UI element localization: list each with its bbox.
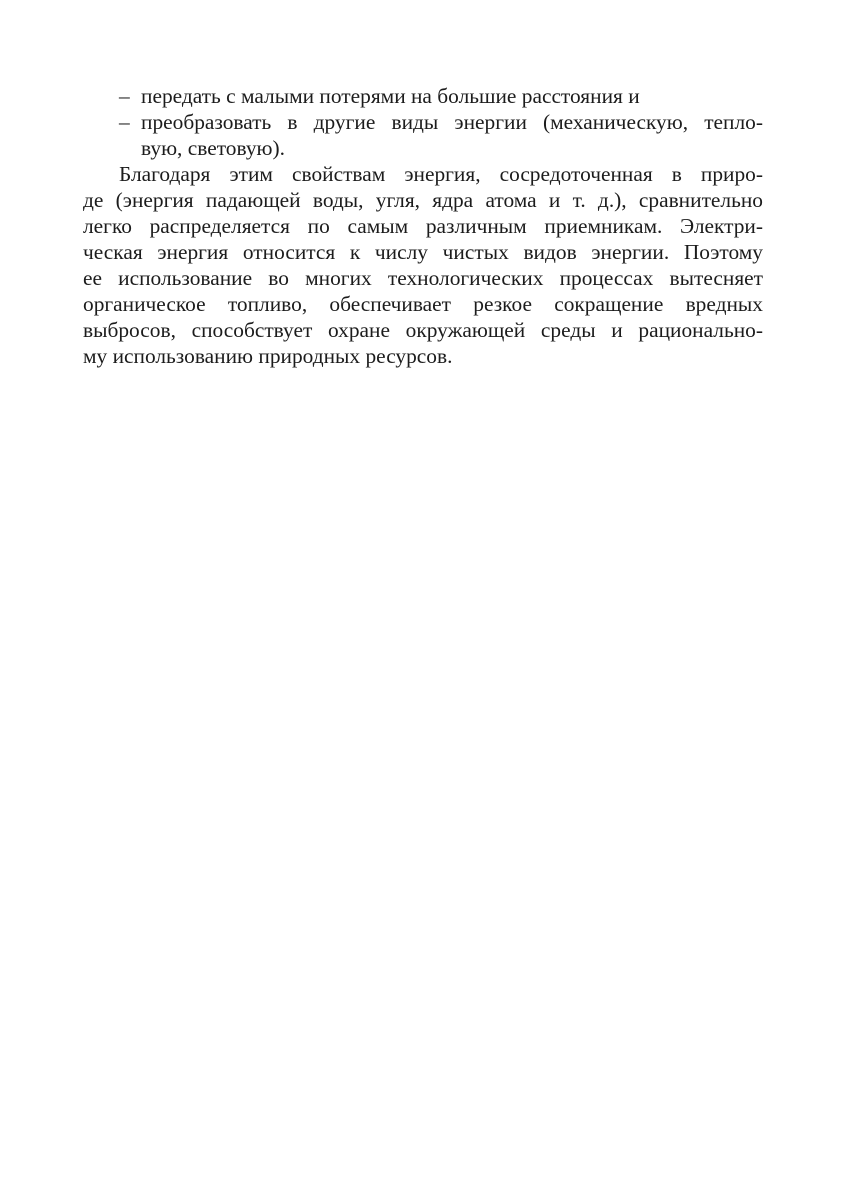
paragraph-line: органическое топливо, обеспечивает резкое сокращение вредных xyxy=(83,292,763,316)
paragraph-line: выбросов, способствует охране окружающей среды и рационально- xyxy=(83,318,763,342)
bullet-text-line: передать с малыми потерями на большие расстояния и xyxy=(141,84,640,108)
bullet-dash: – xyxy=(119,110,130,134)
paragraph-line: ческая энергия относится к числу чистых видов энергии. Поэтому xyxy=(83,240,763,264)
paragraph-line: де (энергия падающей воды, угля, ядра атома и т. д.), сравнительно xyxy=(83,188,763,212)
body-paragraph xyxy=(83,161,763,369)
paragraph-line-text: Благодаря этим свойствам энергия, сосредоточенная в приро- xyxy=(119,162,763,186)
bullet-dash: – xyxy=(119,84,130,108)
paragraph-line xyxy=(83,161,763,187)
paragraph-line: ее использование во многих технологических процессах вытесняет xyxy=(83,266,763,290)
paragraph-line: легко распределяется по самым различным приемникам. Электри- xyxy=(83,214,763,238)
paragraph-line: му использованию природных ресурсов. xyxy=(83,344,453,368)
bullet-text-line: вую, световую). xyxy=(141,136,285,160)
bullet-continuation xyxy=(83,135,763,161)
bullet-item xyxy=(83,83,763,109)
bullet-text-line: преобразовать в другие виды энергии (механическую, тепло- xyxy=(141,110,763,134)
bullet-item xyxy=(83,109,763,135)
document-page xyxy=(83,83,763,369)
bullet-list xyxy=(83,83,763,161)
